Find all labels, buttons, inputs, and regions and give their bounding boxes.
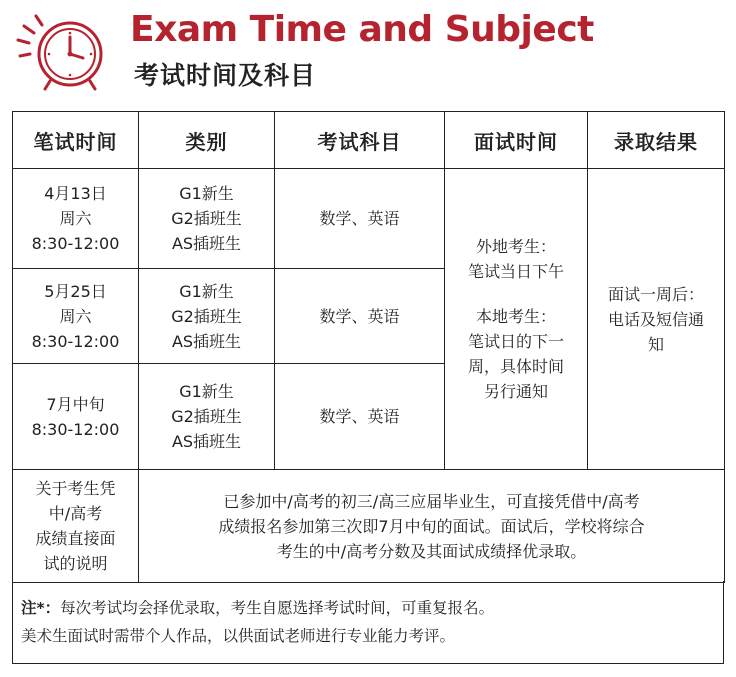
column-header: 类别 [139, 112, 275, 169]
footnote-label: 注*： [21, 599, 61, 617]
alarm-clock-icon [10, 6, 114, 96]
subject-cell: 数学、英语 [275, 269, 445, 364]
page-title: Exam Time and Subject [130, 9, 594, 50]
category-cell: G1新生 G2插班生 AS插班生 [139, 169, 275, 269]
exam-time-cell: 5月25日 周六 8:30-12:00 [13, 269, 139, 364]
admission-result-cell: 面试一周后： 电话及短信通 知 [588, 169, 725, 470]
column-header: 考试科目 [275, 112, 445, 169]
subject-cell: 数学、英语 [275, 364, 445, 470]
column-header: 录取结果 [588, 112, 725, 169]
note-row [13, 470, 725, 583]
exam-schedule-table [12, 111, 725, 583]
interview-time-cell: 外地考生： 笔试当日下午 本地考生： 笔试日的下一 周，具体时间 另行通知 [445, 169, 588, 470]
column-header: 面试时间 [445, 112, 588, 169]
subject-cell: 数学、英语 [275, 169, 445, 269]
note-label-cell: 关于考生凭 中/高考 成绩直接面 试的说明 [13, 470, 139, 583]
category-cell: G1新生 G2插班生 AS插班生 [139, 269, 275, 364]
table-header-row [13, 112, 725, 169]
note-text-cell: 已参加中/高考的初三/高三应届毕业生，可直接凭借中/高考 成绩报名参加第三次即7月中旬的面试。面试后，学校将综合 考生的中/高考分数及其面试成绩择优录取。 [139, 470, 725, 583]
table-row [13, 169, 725, 269]
exam-time-cell: 7月中旬 8:30-12:00 [13, 364, 139, 470]
footnote-line-1: 每次考试均会择优录取，考生自愿选择考试时间，可重复报名。 [60, 599, 495, 617]
footnote [12, 581, 724, 664]
footnote-line-2: 美术生面试时需带个人作品，以供面试老师进行专业能力考评。 [21, 627, 456, 645]
exam-time-cell: 4月13日 周六 8:30-12:00 [13, 169, 139, 269]
category-cell: G1新生 G2插班生 AS插班生 [139, 364, 275, 470]
column-header: 笔试时间 [13, 112, 139, 169]
page-subtitle: 考试时间及科目 [134, 61, 317, 90]
